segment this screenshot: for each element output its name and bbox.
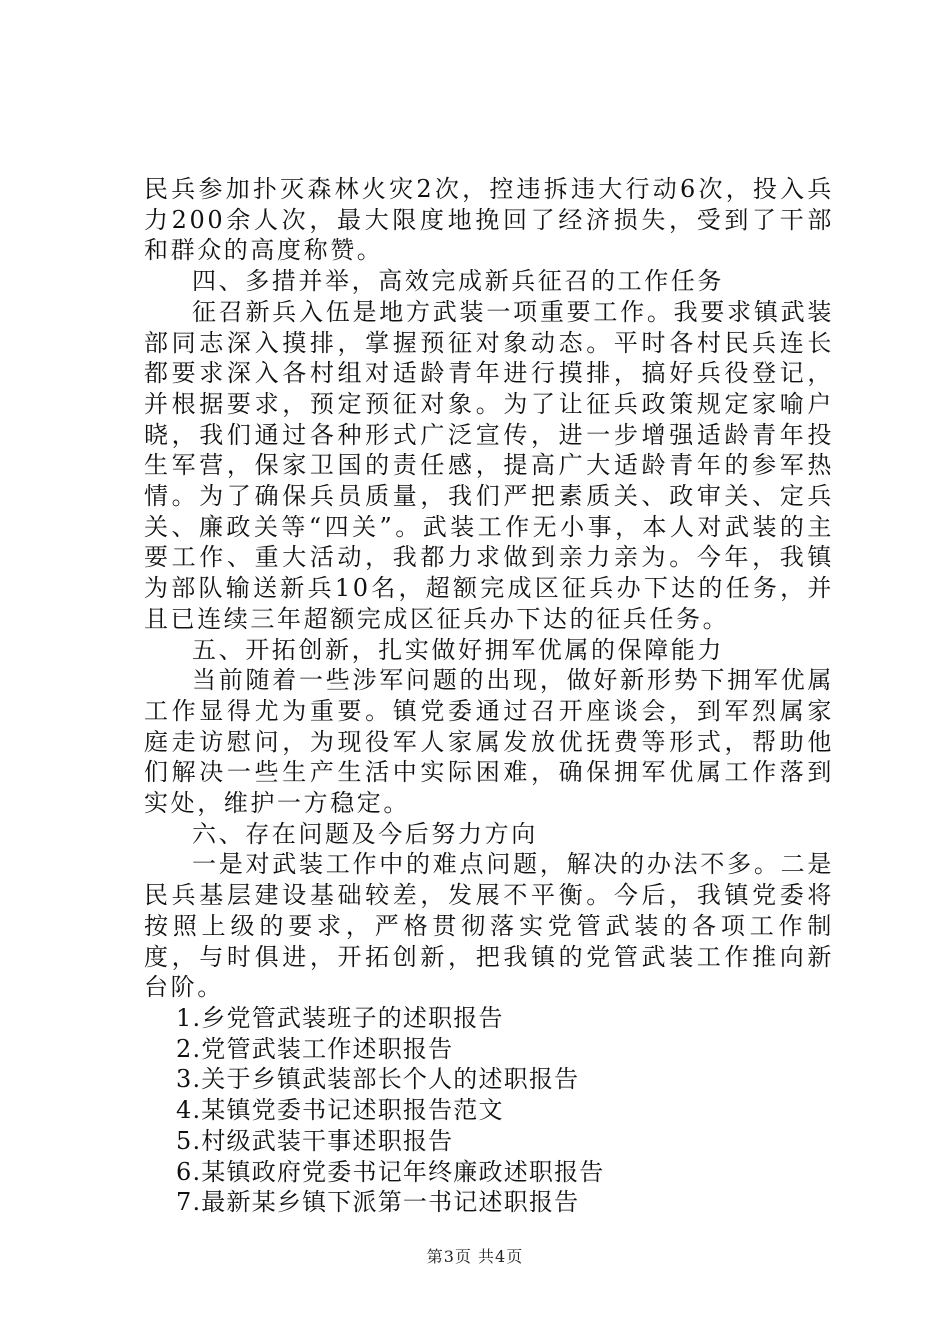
related-article-link[interactable]: 2.党管武装工作述职报告 xyxy=(176,1034,454,1063)
related-article-link[interactable]: 4.某镇党委书记述职报告范文 xyxy=(176,1096,504,1125)
paragraph-continued: 民兵参加扑灭森林火灾2次，控违拆违大行动6次，投入兵力200余人次，最大限度地挽回了经济损失，受到了干部和群众的高度称赞。 xyxy=(144,175,834,265)
related-article-link[interactable]: 7.最新某乡镇下派第一书记述职报告 xyxy=(176,1188,580,1217)
related-articles-list xyxy=(144,1003,834,1218)
section-heading-6: 六、存在问题及今后努力方向 xyxy=(192,819,538,848)
related-article-link[interactable]: 3.关于乡镇武装部长个人的述职报告 xyxy=(176,1065,580,1094)
paragraph-military-support: 当前随着一些涉军问题的出现，做好新形势下拥军优属工作显得尤为重要。镇党委通过召开座谈会，到军烈属家庭走访慰问，为现役军人家属发放优抚费等形式，帮助他们解决一些生产生活中实际困难，确保拥军优属工作落到实处，维护一方稳定。 xyxy=(144,666,834,818)
related-article-link[interactable]: 1.乡党管武装班子的述职报告 xyxy=(176,1003,504,1032)
paragraph-problems: 一是对武装工作中的难点问题，解决的办法不多。二是民兵基层建设基础较差，发展不平衡。今后，我镇党委将按照上级的要求，严格贯彻落实党管武装的各项工作制度，与时俱进，开拓创新，把我镇的党管武装工作推向新台阶。 xyxy=(144,850,834,1002)
page-number: 第3页 共4页 xyxy=(426,1247,524,1266)
related-article-link[interactable]: 5.村级武装干事述职报告 xyxy=(176,1126,454,1155)
section-heading-5: 五、开拓创新，扎实做好拥军优属的保障能力 xyxy=(192,635,724,664)
paragraph-recruitment: 征召新兵入伍是地方武装一项重要工作。我要求镇武装部同志深入摸排，掌握预征对象动态。平时各村民兵连长都要求深入各村组对适龄青年进行摸排，搞好兵役登记，并根据要求，预定预征对象。为了让征兵政策规定家喻户晓，我们通过各种形式广泛宣传，进一步增强适龄青年投生军营，保家卫国的责任感，提高广大适龄青年的参军热情。为了确保兵员质量，我们严把素质关、政审关、定兵关、廉政关等“四关”。武装工作无小事，本人对武装的主要工作、重大活动，我都力求做到亲力亲为。今年，我镇为部队输送新兵10名，超额完成区征兵办下达的任务，并且已连续三年超额完成区征兵办下达的征兵任务。 xyxy=(144,297,834,633)
related-article-link[interactable]: 6.某镇政府党委书记年终廉政述职报告 xyxy=(176,1157,605,1186)
section-heading-4: 四、多措并举，高效完成新兵征召的工作任务 xyxy=(192,267,724,296)
document-body xyxy=(144,174,834,1218)
